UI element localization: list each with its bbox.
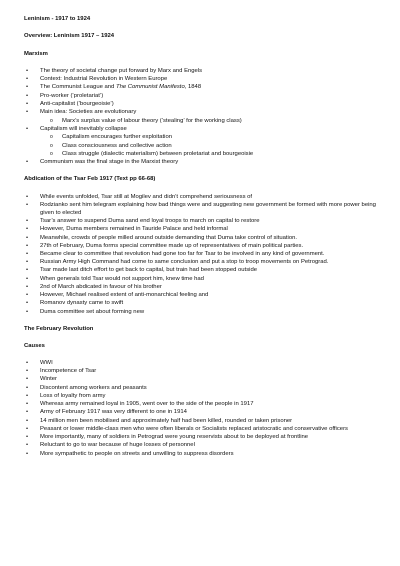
list-item: • Incompetence of Tsar [24, 367, 382, 375]
list-item: • Duma committee set about forming new [24, 308, 382, 316]
list-item: • Discontent among workers and peasants [24, 384, 382, 392]
list-item [24, 67, 382, 75]
sub-list-item [24, 133, 382, 141]
list-item [24, 108, 382, 116]
list-item: • Russian Army High Command had come to same conclusion and put a stop to troop movements on Petrograd. [24, 258, 382, 266]
list-item: • Became clear to committee that revolution had gone too far for Tsar to be involved in any kind of government. [24, 250, 382, 258]
list-item: • Tsar’s answer to suspend Duma sand end loyal troops to march on capital to restore [24, 217, 382, 225]
marxism-list [24, 67, 382, 167]
list-item [24, 83, 382, 91]
list-item-text: Main idea: Societies are evolutionary [40, 109, 137, 116]
list-item: • Romanov dynasty came to swift [24, 299, 382, 307]
causes-heading: Causes [24, 343, 45, 350]
list-item: • Army of February 1917 was very different to one in 1914 [24, 408, 382, 416]
list-item-text: , 1848 [184, 84, 202, 91]
list-item: • Tsar made last ditch effort to get back to capital, but train had been stopped outside [24, 266, 382, 274]
list-item: • When generals told Tsar would not support him, knew time had [24, 275, 382, 283]
list-item-text: Class struggle (dialectic materialism) between proletariat and bourgeoisie [62, 150, 254, 157]
abdication-heading: Abdication of the Tsar Feb 1917 (Text pp 66-68) [24, 176, 156, 183]
list-item: • Rodzianko sent him telegram explaining how bad things were and suggesting new government be formed with more power being given to elected [24, 201, 382, 217]
sub-list-item [24, 117, 382, 125]
list-item: • Reluctant to go to war because of huge losses of personnel [24, 441, 382, 449]
list-item [24, 100, 382, 108]
list-item [24, 158, 382, 166]
abdication-list [24, 193, 382, 316]
list-item: • 2nd of March abdicated in favour of his brother [24, 283, 382, 291]
document-title: Leninism - 1917 to 1924 [24, 16, 91, 22]
list-item [24, 92, 382, 100]
list-item: • More importantly, many of soldiers in Petrograd were young reservists about to be deployed at frontline [24, 433, 382, 441]
list-item-text: Context: Industrial Revolution in Western Europe [40, 76, 168, 83]
list-item-text: Communism was the final stage in the Marxist theory [40, 159, 179, 166]
list-item-text: Capitalism will inevitably collapse [40, 125, 127, 132]
list-item-text: Class consciousness and collective action [62, 142, 172, 149]
list-item: • Meanwhile, crowds of people milled around outside demanding that Duma take control of situation. [24, 234, 382, 242]
list-item: • Winter [24, 375, 382, 383]
list-item [24, 75, 382, 83]
list-item: • Whereas army remained loyal in 1905, went over to the side of the people in 1917 [24, 400, 382, 408]
list-item: • Peasant or lower middle-class men who were often liberals or Socialists replaced aristocratic and conservative officers [24, 425, 382, 433]
sub-list-item [24, 150, 382, 158]
list-item [24, 125, 382, 133]
overview-heading: Overview: Leninism 1917 – 1924 [24, 33, 115, 40]
list-item-text: The theory of societal change put forward by Marx and Engels [40, 67, 203, 74]
list-item: • 14 million men been mobilised and approximately half had been killed, rounded or taken prisoner [24, 417, 382, 425]
marxism-heading: Marxism [24, 50, 48, 57]
list-item: • More sympathetic to people on streets and unwilling to suppress disorders [24, 450, 382, 458]
sub-list-item [24, 142, 382, 150]
list-item: • 27th of February, Duma forms special committee made up of representatives of main political parties. [24, 242, 382, 250]
list-item-text: Capitalism encourages further exploitation [62, 134, 173, 141]
list-item-text: Pro-worker (‘proletariat’) [40, 92, 104, 99]
causes-list [24, 359, 382, 458]
list-item: • However, Michael realised extent of anti-monarchical feeling and [24, 291, 382, 299]
list-item: • However, Duma members remained in Tauride Palace and held informal [24, 225, 382, 233]
list-item-text: The Communist League and [40, 84, 116, 91]
list-item-text: Anti-capitalist (‘bourgeoisie’) [40, 101, 114, 108]
book-title: The Communist Manifesto [115, 84, 185, 91]
february-heading: The February Revolution [24, 326, 94, 333]
list-item-text: Marx’s surplus value of labour theory (‘stealing’ for the working class) [62, 117, 242, 124]
list-item: • Loss of loyalty from army [24, 392, 382, 400]
list-item: • WWI [24, 359, 382, 367]
list-item: • While events unfolded, Tsar still at Mogilev and didn’t comprehend seriousness of [24, 193, 382, 201]
